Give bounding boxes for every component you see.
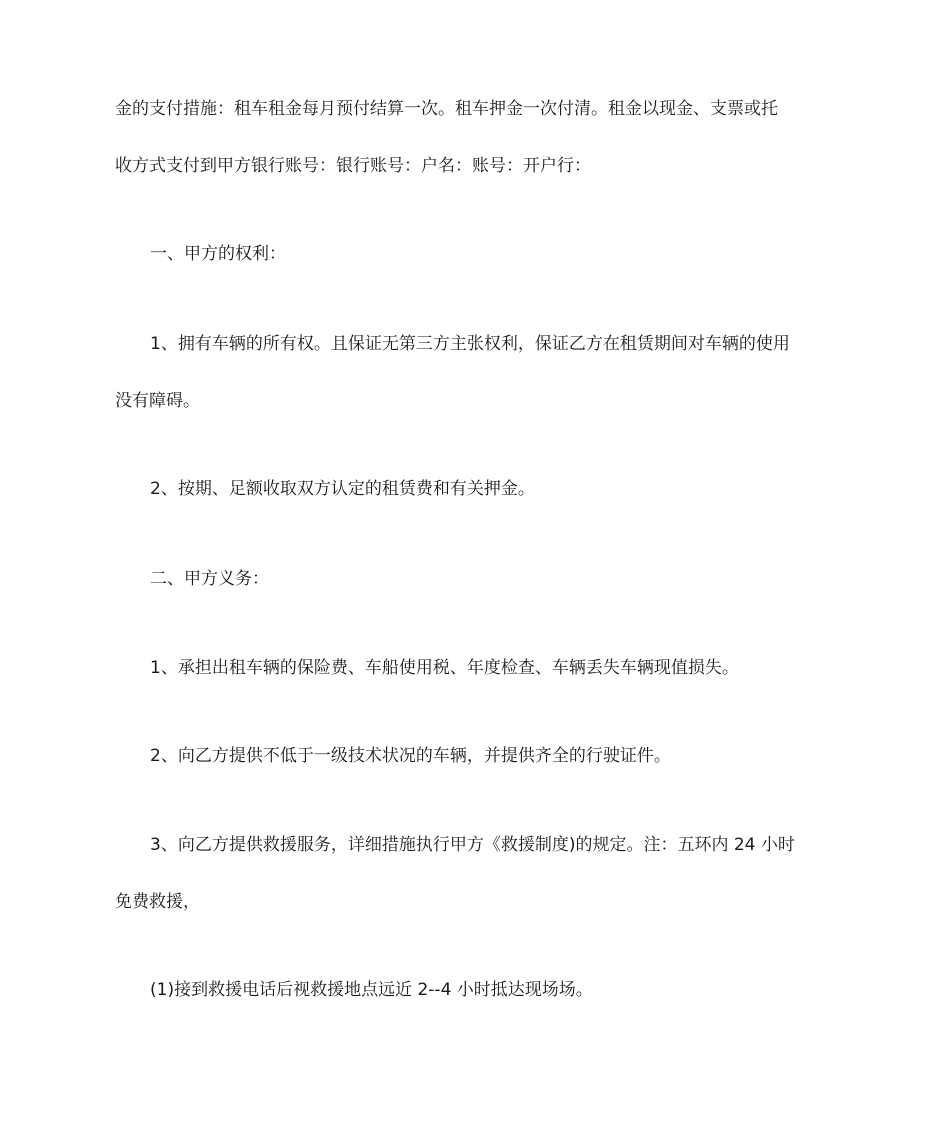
text-line: 收方式支付到甲方银行账号：银行账号：户名：账号：开户行： — [115, 156, 591, 176]
text-line: 金的支付措施：租车租金每月预付结算一次。租车押金一次付清。租金以现金、支票或托 — [115, 99, 778, 119]
text-line: (1)接到救援电话后视救援地点远近 2--4 小时抵达现场场。 — [150, 980, 593, 1000]
text-line: 1、承担出租车辆的保险费、车船使用税、年度检查、车辆丢失车辆现值损失。 — [150, 658, 739, 678]
text-line: 没有障碍。 — [115, 391, 200, 411]
section-heading: 二、甲方义务： — [150, 569, 269, 589]
text-line: 2、向乙方提供不低于一级技术状况的车辆，并提供齐全的行驶证件。 — [150, 746, 671, 766]
text-line: 免费救援， — [115, 892, 200, 912]
text-line: 2、按期、足额收取双方认定的租赁费和有关押金。 — [150, 479, 535, 499]
section-heading: 一、甲方的权利： — [150, 244, 286, 264]
text-line: 3、向乙方提供救援服务，详细措施执行甲方《救援制度)的规定。注：五环内 24 小时 — [150, 835, 795, 855]
text-line: 1、拥有车辆的所有权。且保证无第三方主张权利，保证乙方在租赁期间对车辆的使用 — [150, 334, 790, 354]
